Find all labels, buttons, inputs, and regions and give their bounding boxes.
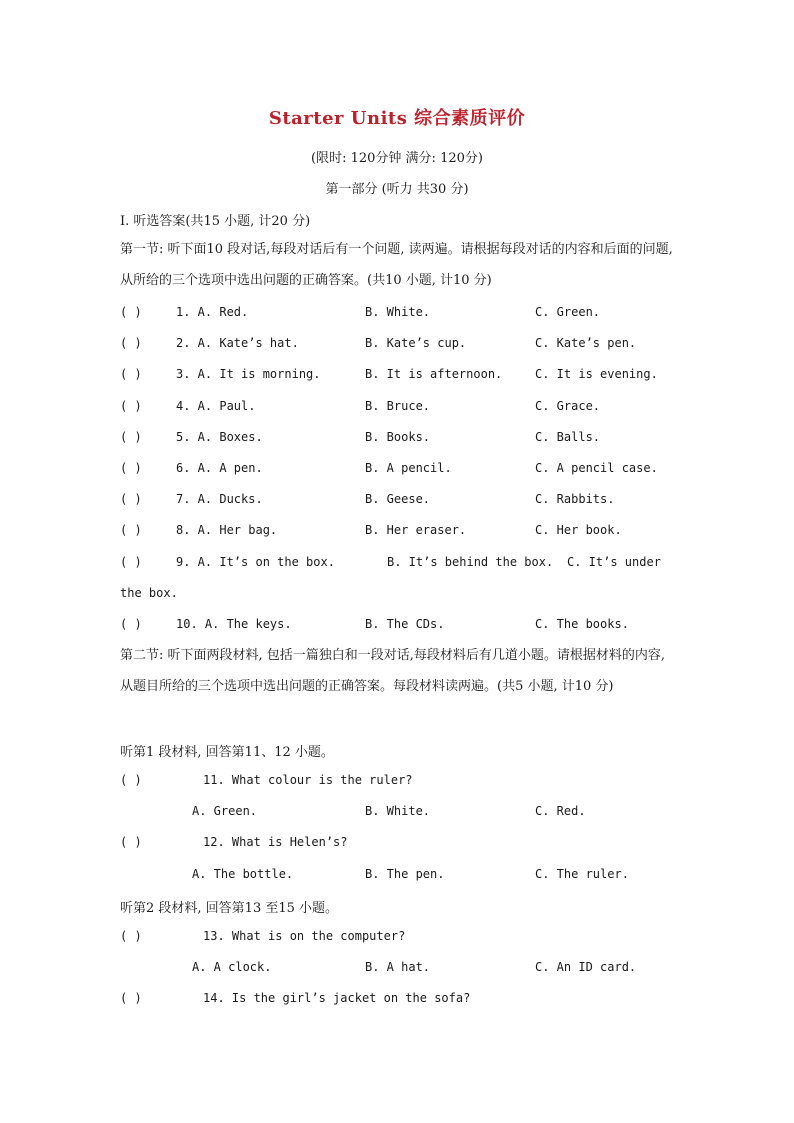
option-a: 9. A. It’s on the box. (176, 555, 335, 569)
question-stem: 13. What is on the computer? (203, 929, 406, 943)
question-stem: 12. What is Helen’s? (203, 835, 348, 849)
option-c: C. It’s under (567, 555, 661, 569)
option-c: C. Green. (535, 305, 601, 319)
question-row (120, 305, 680, 325)
option-c: C. Grace. (535, 399, 601, 413)
option-c: C. Balls. (535, 430, 601, 444)
answer-blank[interactable]: ( ) (120, 555, 142, 569)
answer-blank[interactable]: ( ) (120, 399, 142, 413)
option-b: B. White. (365, 305, 431, 319)
options-row (120, 960, 680, 980)
option-b: B. Geese. (365, 492, 431, 506)
section1-intro: 第一节: 听下面10 段对话,每段对话后有一个问题, 读两遍。请根据每段对话的内容和后面的问题, 从所给的三个选项中选出问题的正确答案。(共10 小题, 计10 分) (120, 242, 673, 288)
question-row (120, 399, 680, 419)
option-c: C. The books. (535, 617, 629, 631)
option-a: 1. A. Red. (176, 305, 249, 319)
option-c: C. The ruler. (535, 867, 629, 881)
option-a: 6. A. A pen. (176, 461, 263, 475)
answer-blank[interactable]: ( ) (120, 430, 142, 444)
option-c: C. A pencil case. (535, 461, 658, 475)
question-wrap-line (120, 586, 680, 606)
option-b: B. It’s behind the box. (387, 555, 554, 569)
answer-blank[interactable]: ( ) (120, 305, 142, 319)
material-1-heading: 听第1 段材料, 回答第11、12 小题。 (120, 745, 334, 760)
option-c: C. Red. (535, 804, 586, 818)
question-row (120, 555, 680, 575)
option-a: 7. A. Ducks. (176, 492, 263, 506)
answer-blank[interactable]: ( ) (120, 773, 142, 787)
option-b: B. The pen. (365, 867, 445, 881)
question-row (120, 367, 680, 387)
option-a: 5. A. Boxes. (176, 430, 263, 444)
option-c: C. Kate’s pen. (535, 336, 637, 350)
option-a: A. The bottle. (192, 867, 294, 881)
section-title: I. 听选答案(共15 小题, 计20 分) (120, 214, 311, 229)
answer-blank[interactable]: ( ) (120, 336, 142, 350)
question-stem: 14. Is the girl’s jacket on the sofa? (203, 991, 471, 1005)
option-b: B. A hat. (365, 960, 431, 974)
option-b: B. Books. (365, 430, 431, 444)
option-c: C. It is evening. (535, 367, 658, 381)
option-c: C. Her book. (535, 523, 622, 537)
option-b: B. It is afternoon. (365, 367, 503, 381)
question-row (120, 492, 680, 512)
option-a: A. A clock. (192, 960, 272, 974)
answer-blank[interactable]: ( ) (120, 461, 142, 475)
option-c-continued: the box. (120, 586, 178, 600)
answer-blank[interactable]: ( ) (120, 835, 142, 849)
option-b: B. Bruce. (365, 399, 431, 413)
option-a: 4. A. Paul. (176, 399, 256, 413)
answer-blank[interactable]: ( ) (120, 929, 142, 943)
section2-intro: 第二节: 听下面两段材料, 包括一篇独白和一段对话,每段材料后有几道小题。请根据材料的内容, 从题目所给的三个选项中选出问题的正确答案。每段材料读两遍。(共5 小题, 计10 分) (120, 648, 666, 694)
answer-blank[interactable]: ( ) (120, 991, 142, 1005)
question-row (120, 773, 680, 793)
answer-blank[interactable]: ( ) (120, 492, 142, 506)
page-title: Starter Units 综合素质评价 (268, 108, 526, 129)
option-c: C. An ID card. (535, 960, 637, 974)
option-b: B. The CDs. (365, 617, 445, 631)
option-a: 10. A. The keys. (176, 617, 292, 631)
option-b: B. White. (365, 804, 431, 818)
option-a: 8. A. Her bag. (176, 523, 278, 537)
option-a: A. Green. (192, 804, 258, 818)
option-b: B. Kate’s cup. (365, 336, 467, 350)
option-b: B. A pencil. (365, 461, 452, 475)
question-row (120, 835, 680, 855)
time-limit: (限时: 120分钟 满分: 120分) (311, 151, 483, 166)
options-row (120, 804, 680, 824)
question-row (120, 617, 680, 637)
answer-blank[interactable]: ( ) (120, 617, 142, 631)
question-row (120, 336, 680, 356)
options-row (120, 867, 680, 887)
answer-blank[interactable]: ( ) (120, 367, 142, 381)
answer-blank[interactable]: ( ) (120, 523, 142, 537)
option-a: 3. A. It is morning. (176, 367, 321, 381)
option-a: 2. A. Kate’s hat. (176, 336, 299, 350)
option-b: B. Her eraser. (365, 523, 467, 537)
question-row (120, 523, 680, 543)
option-c: C. Rabbits. (535, 492, 615, 506)
question-row (120, 430, 680, 450)
material-2-heading: 听第2 段材料, 回答第13 至15 小题。 (120, 901, 339, 916)
question-stem: 11. What colour is the ruler? (203, 773, 413, 787)
question-row (120, 991, 680, 1011)
question-row (120, 461, 680, 481)
part-heading: 第一部分 (听力 共30 分) (325, 182, 469, 197)
question-row (120, 929, 680, 949)
